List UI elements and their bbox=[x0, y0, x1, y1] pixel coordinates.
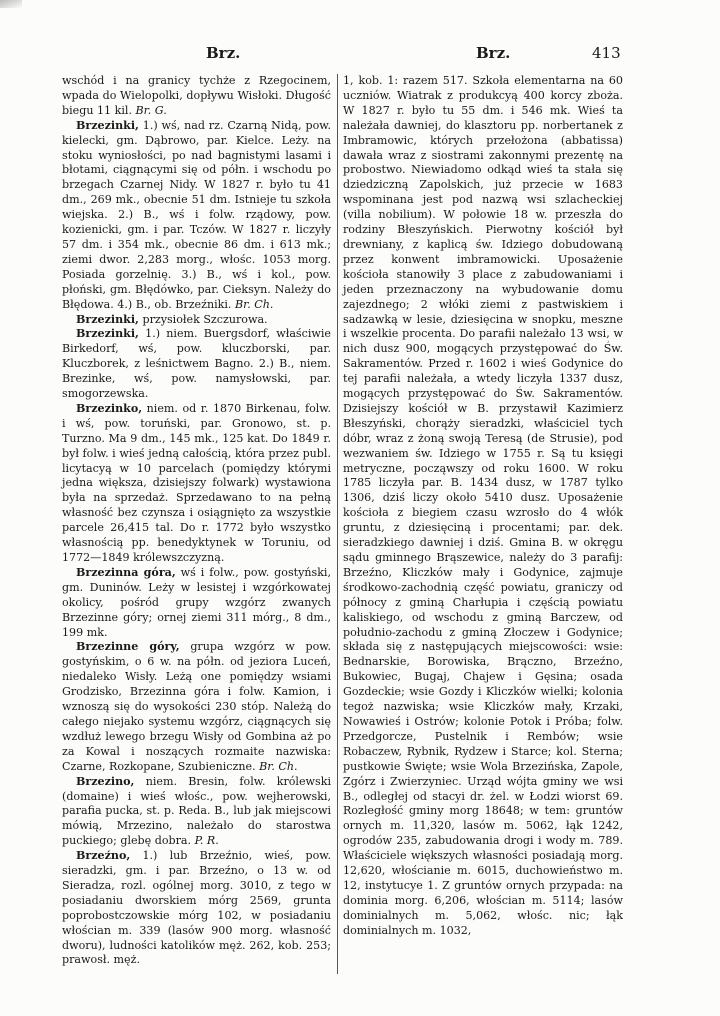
header-left: Brz. bbox=[206, 44, 241, 62]
header-center: Brz. bbox=[476, 44, 511, 62]
entry-text: grupa wzgórz w pow. gostyńskim, o 6 w. na półn. od jeziora Luceń, niedaleko Wisły. Leżą one pomiędzy wsiami Grodzisko, Brzezinna góra i folw. Kamion, i wznoszą się do wysokości 230 stóp. Należą do całego niejako systemu wzgórz, ciągnących się wzdłuż lewego brzegu Wisły od Gombina aż po za Kowal i noszących rozmaite nazwiska: Czarne, Rozkopane, Szubieniczne. bbox=[62, 640, 331, 773]
entry-text: 1.) niem. Buergsdorf, właściwie Birkedorf, wś, pow. kluczborski, par. Kluczborek, z leśnictwem Bagno. 2.) B., niem. Brezinke, wś, pow. namysłowski, par. smogorzewska. bbox=[62, 327, 331, 401]
author-signature: P. R. bbox=[194, 834, 219, 848]
entry-text: 1, kob. 1: razem 517. Szkoła elementarna na 60 uczniów. Wiatrak z produkcyą 400 korcy zboża. W 1827 r. było tu 55 dm. i 546 mk. Wieś ta należała dawniej, do klasztoru pp. norbertanek z Imbramowic, których przełożona (abbatissa) dawała wraz z siostrami zakonnymi prezentę na probostwo. Niewiadomo odkąd wieś ta stała się dziedziczną Zapolskich, już przecie w 1683 wspominana jest pod nazwą wsi szlacheckiej (villa nobilium). W połowie 18 w. przeszła do rodziny Błeszyńskich. Pierwotny kościół był drewniany, z kaplicą św. Idziego dobudowaną przez konwent imbramowicki. Uposażenie kościoła stanowiły 3 place z zabudowaniami i jeden przeznaczony na wybudowanie domu zajezdnego; 2 włóki ziemi z pastwiskiem i sadzawką w lesie, dziesięcina w snopku, meszne i wszelkie procenta. Do parafii należało 13 wsi, w nich dusz 900, mogących przystępować do Św. Sakramentów. Przed r. 1602 i wieś Godynice do tej parafii należała, a wtedy liczyła 1337 dusz, mogących przystępować do Św. Sakramentów. Dzisiejszy kościół w B. przystawił Kazimierz Błeszyński, chorąży sieradzki, właściciel tych dóbr, wraz z żoną swoją Teresą (de Strusie), pod wezwaniem św. Idziego w 1755 r. Są tu księgi metryczne, począwszy od roku 1600. W roku 1785 liczyła par. B. 1434 dusz, w 1787 tylko 1306, dziś liczy około 5410 dusz. Uposażenie kościoła z biegiem czasu wzrosło do 4 włók gruntu, z dziesięciną i procentami; par. dek. sieradzkiego dawniej i dziś. Gmina B. w okręgu sądu gminnego Brąszewice, należy do 3 parafij: Brzeźno, Kliczków mały i Godynice, zajmuje środkowo-zachodnią część powiatu, graniczy od północy z gminą Charłupia i częścią powiatu kaliskiego, od wschodu z gminą Barczew, od południo-zachodu z gminą Złoczew i Godynice; składa się z następujących miejscowości: wsie: Bednarskie, Borowiska, Brączno, Brzeźno, Bukowiec, Bugaj, Chajew i Gęsina; osada Gozdeckie; wsie Gozdy i Kliczków wielki; kolonia tegoż nazwiska; wsie Kliczków mały, Krzaki, Nowawieś i Ostrów; kolonie Potok i Próba; folw. Przedgorcze, Pustelnik i Rembów; wsie Robaczew, Rybnik, Rydzew i Starce; kol. Sterna; pustkowie Święte; wsie Wola Brzezińska, Zapole, Zgórz i Zwierzyniec. Urząd wójta gminy we wsi B., odległej od stacyi dr. żel. w Łodzi wiorst 69. Rozległość gminy morg 18648; w tem: gruntów ornych m. 11,320, lasów m. 5062, łąk 1242, ogrodów 235, zabudowania drogi i wody m. 789. Właściciele większych własności posiadają morg. 12,620, włościanie m. 6015, duchowieństwo m. 12, instytucye 1. Z gruntów ornych przypada: na dominia morg. 6,206, włościan m. 5114; lasów dominialnych m. 5,062, włośc. nic; łąk dominialnych m. 1032, bbox=[343, 74, 623, 937]
dictionary-entry bbox=[62, 402, 331, 566]
dictionary-entry bbox=[62, 119, 331, 313]
dictionary-entry bbox=[62, 849, 331, 968]
dictionary-entry bbox=[62, 566, 331, 641]
continued-paragraph bbox=[62, 74, 331, 119]
continued-paragraph bbox=[343, 74, 623, 939]
right-column bbox=[343, 74, 623, 939]
page-number: 413 bbox=[592, 44, 621, 62]
dictionary-entry bbox=[62, 640, 331, 774]
dictionary-entry bbox=[62, 313, 331, 328]
entry-text: wschód i na granicy tychże z Rzegocinem, wpada do Wielopolki, dopływu Wisłoki. Długość biegu 11 kil. bbox=[62, 74, 331, 117]
author-signature: Br. Ch. bbox=[259, 759, 298, 773]
entry-headword: Brzezinki, bbox=[76, 327, 139, 341]
entry-headword: Brzeźno, bbox=[76, 849, 131, 863]
entry-text: przysiołek Szczurowa. bbox=[142, 312, 268, 326]
entry-text: niem. od r. 1870 Birkenau, folw. i wś, pow. toruński, par. Gronowo, st. p. Turzno. Ma 9 dm., 145 mk., 125 kat. Do 1849 r. był folw. i wieś jedną całością, która przez publ. licytacyą w 10 parcelach (pomiędzy którymi jedna większa, dzisiejszy folwark) wystawiona była na sprzedaż. Sprzedawano to na pełną własność bez czynsza i osiągnięto za wszystkie parcele 26,415 tal. Do r. 1772 było wszystko własnością pp. benedyktynek w Toruniu, od 1772—1849 królewszczyzną. bbox=[62, 401, 332, 564]
entry-text: 1.) wś, nad rz. Czarną Nidą, pow. kielecki, gm. Dąbrowo, par. Kielce. Leży. na stoku wyniosłości, po nad bagnistymi lasami i błotami, ciągnącymi się od półn. i wschodu po brzegach Czarnej Nidy. W 1827 r. było tu 41 dm., 269 mk., obecnie 51 dm. Istnieje tu szkoła wiejska. 2.) B., wś i folw. rządowy, pow. kozienicki, gm. i par. Tczów. W 1827 r. liczyły 57 dm. i 354 mk., obecnie 86 dm. i 613 mk.; ziemi dwor. 2,283 morg., włośc. 1053 morg. Posiada gorzelnię. 3.) B., wś i kol., pow. płoński, gm. Błędówko, par. Cieksyn. Należy do Błędowa. 4.) B., ob. Brzeźniki. bbox=[62, 118, 331, 311]
running-header bbox=[0, 44, 720, 68]
entry-headword: Brzezinki, bbox=[76, 312, 139, 326]
author-signature: Br. Ch. bbox=[235, 297, 274, 311]
dictionary-entry bbox=[62, 327, 331, 402]
page-corner-mark bbox=[0, 0, 22, 8]
dictionary-entry bbox=[62, 775, 331, 850]
entry-headword: Brzezino, bbox=[76, 774, 135, 788]
entry-text: niem. Bresin, folw. królewski (domaine) i wieś włośc., pow. wejherowski, parafia pucka, st. p. Reda. B., lub jak miejscowi mówią, Mrzezino, należało do starostwa puckiego; glebę dobra. bbox=[62, 774, 331, 848]
left-column bbox=[62, 74, 331, 968]
entry-headword: Brzezinna góra, bbox=[76, 565, 176, 579]
entry-headword: Brzezinko, bbox=[76, 401, 143, 415]
entry-headword: Brzezinki, bbox=[76, 118, 139, 132]
entry-text: wś i folw., pow. gostyński, gm. Duninów. Leży w lesistej i wzgórkowatej okolicy, pośród grupy wzgórz zwanych Brzezinne góry; ornej ziemi 311 mórg., 8 dm., 199 mk. bbox=[62, 565, 332, 639]
column-divider bbox=[337, 74, 338, 974]
author-signature: Br. G. bbox=[135, 103, 167, 117]
entry-text: 1.) lub Brzeźnio, wieś, pow. sieradzki, gm. i par. Brzeźno, o 13 w. od Sieradza, rozl. ogólnej morg. 3010, z tego w posiadaniu dworskiem mórg 2569, grunta poprobostczowskie mórg 102, w posiadaniu włościan m. 339 (lasów 900 morg. własność dworu), ludności katolików męż. 262, kob. 253; prawosł. męż. bbox=[62, 849, 331, 967]
entry-headword: Brzezinne góry, bbox=[76, 640, 180, 654]
